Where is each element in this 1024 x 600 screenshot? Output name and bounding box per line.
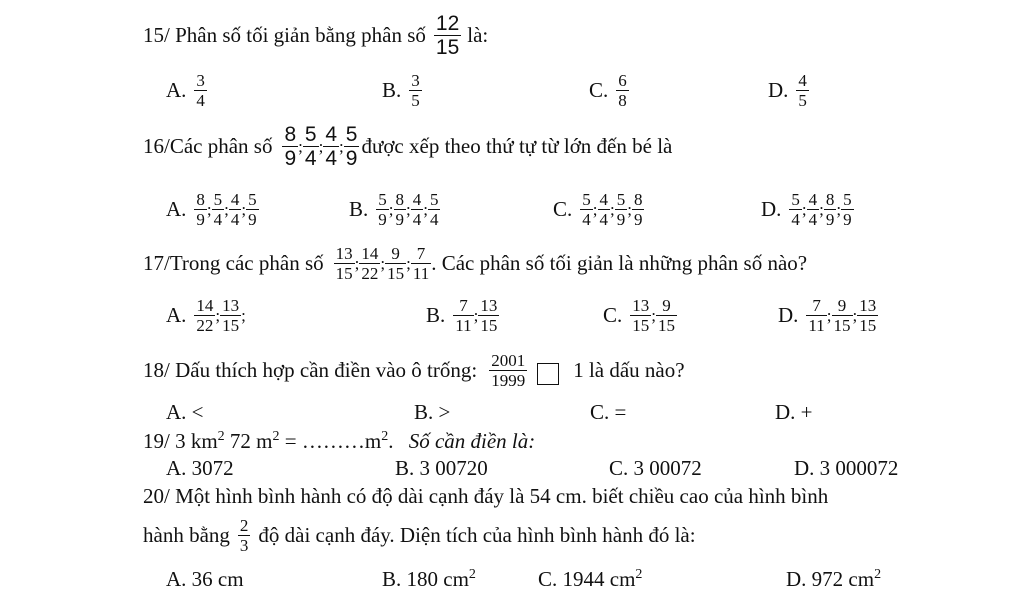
separator: ; (627, 199, 632, 219)
q17-option-d[interactable] (778, 292, 878, 338)
option-fraction (580, 191, 593, 228)
numerator: 9 (662, 295, 671, 315)
separator: ; (354, 253, 360, 273)
q19-option-a[interactable]: A. 3072 (166, 456, 234, 480)
option-fraction (194, 72, 207, 109)
numerator: 5 (843, 189, 852, 209)
option-fraction (246, 191, 259, 228)
option-fraction (857, 297, 878, 334)
separator: ; (241, 199, 247, 219)
option-fraction (807, 191, 820, 228)
numerator: 14 (361, 243, 379, 263)
option-fraction (824, 191, 837, 228)
denominator: 15 (658, 315, 675, 335)
numerator: 5 (304, 122, 317, 146)
option-fraction (220, 297, 241, 334)
numerator: 5 (248, 189, 257, 209)
numerator: 9 (837, 295, 847, 315)
numerator: 7 (812, 295, 821, 315)
numerator: 5 (582, 189, 591, 209)
option-label: C. (589, 77, 609, 102)
denominator: 4 (196, 90, 205, 110)
q16-option-a[interactable] (166, 186, 259, 232)
q16-fraction (282, 124, 298, 169)
denominator: 8 (618, 90, 627, 110)
q17-fraction (334, 245, 355, 282)
numerator: 5 (345, 122, 358, 146)
q20-option-c[interactable] (538, 568, 642, 590)
numerator: 9 (391, 243, 400, 263)
separator: ; (339, 136, 344, 156)
numerator: 13 (480, 295, 498, 315)
q16-suffix: được xếp theo thứ tự từ lớn đến bé là (361, 133, 673, 158)
option-fraction (194, 297, 215, 334)
q16-option-d[interactable] (761, 186, 854, 232)
q17-prefix: 17/Trong các phân số (143, 250, 324, 275)
option-fraction (616, 72, 629, 109)
q19-part2: 72 m (224, 429, 273, 453)
q15-option-a[interactable] (166, 68, 207, 112)
q20-option-d[interactable] (786, 568, 881, 590)
option-fraction-list (789, 191, 853, 228)
denominator: 22 (361, 263, 379, 283)
numerator: 5 (429, 189, 439, 209)
option-fraction-list (453, 297, 499, 334)
option-fraction-list (580, 191, 644, 228)
q19-part3: = ………m (279, 429, 382, 453)
denominator: 15 (387, 263, 405, 283)
option-label: B. (382, 77, 402, 102)
separator: ; (215, 305, 221, 325)
q20-line2 (143, 510, 696, 560)
denominator: 4 (429, 209, 439, 229)
q15-option-c[interactable] (589, 68, 629, 112)
numerator: 13 (632, 295, 650, 315)
denominator: 4 (599, 209, 608, 229)
q15-option-b[interactable] (382, 68, 422, 112)
option-label: A. (166, 302, 187, 327)
q18-option-b[interactable]: B. > (414, 400, 451, 424)
separator: ; (206, 199, 212, 219)
option-text: D. 972 cm (786, 567, 875, 591)
option-fraction (194, 191, 207, 228)
denominator: 9 (248, 209, 257, 229)
denominator: 5 (798, 90, 807, 110)
option-label: C. (553, 196, 573, 221)
option-fraction (832, 297, 853, 334)
q17-option-b[interactable] (426, 292, 499, 338)
denominator: 9 (345, 146, 358, 170)
numerator: 2 (239, 515, 249, 535)
denominator: 4 (325, 146, 338, 170)
q20-option-a[interactable] (166, 568, 244, 590)
option-label: B. (426, 302, 446, 327)
denominator: 9 (616, 209, 626, 229)
option-fraction (789, 191, 802, 228)
denominator: 9 (633, 209, 643, 229)
denominator: 15 (222, 315, 240, 335)
denominator: 15 (480, 315, 498, 335)
denominator: 9 (843, 209, 852, 229)
option-fraction (796, 72, 809, 109)
q19-sup3: 2 (381, 429, 389, 444)
denominator: 4 (304, 146, 317, 170)
separator: ; (318, 136, 324, 156)
numerator: 5 (378, 189, 387, 209)
option-label: B. (349, 196, 369, 221)
numerator: 14 (196, 295, 214, 315)
q15-option-d[interactable] (768, 68, 809, 112)
q16-fraction-list (282, 124, 359, 169)
q19-stem (143, 430, 535, 452)
numerator: 2001 (491, 350, 526, 370)
numerator: 7 (459, 295, 468, 315)
denominator: 9 (378, 209, 387, 229)
q18-option-c[interactable]: C. = (590, 400, 627, 424)
q16-fraction (303, 124, 319, 169)
denominator: 4 (230, 209, 240, 229)
denominator: 11 (455, 315, 472, 335)
option-fraction (394, 191, 407, 228)
option-label: D. (768, 77, 789, 102)
option-label: A. (166, 77, 187, 102)
option-fraction-list (376, 191, 440, 228)
numerator: 3 (411, 70, 420, 90)
option-fraction (453, 297, 473, 334)
q19-part1: 19/ 3 km (143, 429, 218, 453)
numerator: 8 (395, 189, 404, 209)
separator: ; (836, 199, 842, 219)
numerator: 5 (791, 189, 800, 209)
numerator: 5 (213, 189, 223, 209)
denominator: 11 (808, 315, 825, 335)
q17-fraction-list (334, 245, 432, 282)
denominator: 15 (632, 315, 650, 335)
q19-part4: . (388, 429, 394, 453)
option-sup: 2 (635, 567, 643, 582)
option-fraction (376, 191, 389, 228)
q17-option-c[interactable] (603, 292, 677, 338)
option-fraction (630, 297, 651, 334)
separator: ; (406, 199, 411, 219)
q19-sup2: 2 (272, 429, 280, 444)
separator: ; (224, 199, 229, 219)
separator: ; (852, 305, 858, 325)
denominator: 5 (411, 90, 420, 110)
q15-suffix: là: (467, 22, 489, 47)
denominator: 4 (808, 209, 818, 229)
separator: ; (380, 253, 386, 273)
separator: ; (819, 199, 824, 219)
option-fraction-list (806, 297, 878, 334)
separator: ; (801, 199, 807, 219)
separator: ; (651, 305, 656, 325)
option-fraction (632, 191, 645, 228)
denominator: 9 (284, 146, 297, 170)
numerator: 13 (335, 243, 353, 263)
q17-suffix: . Các phân số tối giản là những phân số nào? (431, 250, 808, 275)
denominator: 3 (239, 535, 249, 555)
numerator: 4 (798, 70, 807, 90)
option-fraction (229, 191, 242, 228)
q17-fraction (359, 245, 380, 282)
numerator: 8 (196, 189, 205, 209)
q19-option-c[interactable]: C. 3 00072 (609, 456, 702, 480)
numerator: 4 (808, 189, 818, 209)
separator: ; (388, 199, 394, 219)
option-fraction (409, 72, 422, 109)
cropped-top-edge (0, 0, 1024, 3)
numerator: 5 (616, 189, 626, 209)
q18-option-d[interactable]: D. + (775, 400, 813, 424)
denominator: 11 (412, 263, 430, 283)
numerator: 8 (825, 189, 835, 209)
q17-fraction (411, 245, 431, 282)
denominator: 4 (412, 209, 422, 229)
option-fraction (806, 297, 826, 334)
numerator: 3 (196, 70, 205, 90)
denominator: 15 (859, 315, 877, 335)
separator: ; (473, 305, 479, 325)
q15-fraction-numerator: 12 (435, 11, 460, 35)
numerator: 13 (222, 295, 240, 315)
q19-italic: Số cần điền là: (408, 429, 536, 453)
q18-stem (143, 346, 685, 394)
numerator: 8 (284, 122, 297, 146)
option-text: C. 1944 cm (538, 567, 636, 591)
q18-option-a[interactable]: A. < (166, 400, 204, 424)
q18-fraction (489, 352, 527, 389)
separator: ; (298, 136, 303, 156)
denominator: 15 (335, 263, 353, 283)
q16-stem (143, 118, 672, 174)
option-text: B. 180 cm (382, 567, 469, 591)
numerator: 8 (633, 189, 643, 209)
separator: ; (423, 199, 428, 219)
q20-option-b[interactable] (382, 568, 476, 590)
option-fraction-list (194, 297, 245, 334)
option-fraction (478, 297, 499, 334)
numerator: 4 (325, 122, 338, 146)
option-label: A. (166, 196, 187, 221)
option-label: C. (603, 302, 623, 327)
option-fraction (428, 191, 441, 228)
option-sup: 2 (874, 567, 882, 582)
q20-fraction (238, 517, 251, 554)
q16-prefix: 16/Các phân số (143, 133, 273, 158)
option-fraction (212, 191, 225, 228)
numerator: 7 (416, 243, 426, 263)
numerator: 4 (230, 189, 240, 209)
separator: ; (406, 253, 411, 273)
option-fraction-list (630, 297, 677, 334)
q20-line1: 20/ Một hình bình hành có độ dài cạnh đáy là 54 cm. biết chiều cao của hình bình (143, 484, 829, 508)
option-fraction (656, 297, 677, 334)
denominator: 4 (582, 209, 591, 229)
denominator: 9 (825, 209, 835, 229)
q19-sup1: 2 (217, 429, 225, 444)
q16-option-c[interactable] (553, 186, 644, 232)
numerator: 4 (412, 189, 422, 209)
numerator: 13 (859, 295, 877, 315)
q15-fraction-denominator: 15 (435, 35, 460, 59)
option-fraction (615, 191, 628, 228)
option-sup: 2 (468, 567, 476, 582)
answer-blank-box[interactable] (537, 363, 559, 385)
denominator: 9 (395, 209, 404, 229)
q20-line2-suffix: độ dài cạnh đáy. Diện tích của hình bình hành đó là: (258, 522, 696, 547)
q18-prefix: 18/ Dấu thích hợp cần điền vào ô trống: (143, 357, 478, 382)
separator: ; (826, 305, 832, 325)
trailing-separator: ; (241, 305, 246, 325)
denominator: 4 (213, 209, 223, 229)
option-label: D. (761, 196, 782, 221)
q16-fraction (323, 124, 339, 169)
q15-fraction (434, 13, 461, 58)
denominator: 4 (791, 209, 800, 229)
q17-stem (143, 240, 807, 286)
q20-line2-prefix: hành bằng (143, 522, 230, 547)
q19-option-b[interactable]: B. 3 00720 (395, 456, 488, 480)
option-fraction (411, 191, 424, 228)
denominator: 22 (196, 315, 214, 335)
option-fraction-list (194, 191, 258, 228)
denominator: 1999 (491, 370, 526, 390)
q17-fraction (385, 245, 406, 282)
separator: ; (610, 199, 615, 219)
option-text: A. 36 cm (166, 567, 244, 591)
q16-fraction (344, 124, 360, 169)
denominator: 9 (196, 209, 205, 229)
option-label: D. (778, 302, 799, 327)
option-fraction (841, 191, 854, 228)
numerator: 4 (599, 189, 608, 209)
q15-stem (143, 10, 488, 60)
numerator: 6 (618, 70, 627, 90)
q18-suffix: 1 là dấu nào? (573, 357, 685, 382)
separator: ; (592, 199, 598, 219)
q17-option-a[interactable] (166, 292, 246, 338)
q15-prefix: 15/ Phân số tối giản bằng phân số (143, 22, 426, 47)
q19-option-d[interactable]: D. 3 000072 (794, 456, 899, 480)
option-fraction (598, 191, 611, 228)
denominator: 15 (833, 315, 851, 335)
q16-option-b[interactable] (349, 186, 440, 232)
